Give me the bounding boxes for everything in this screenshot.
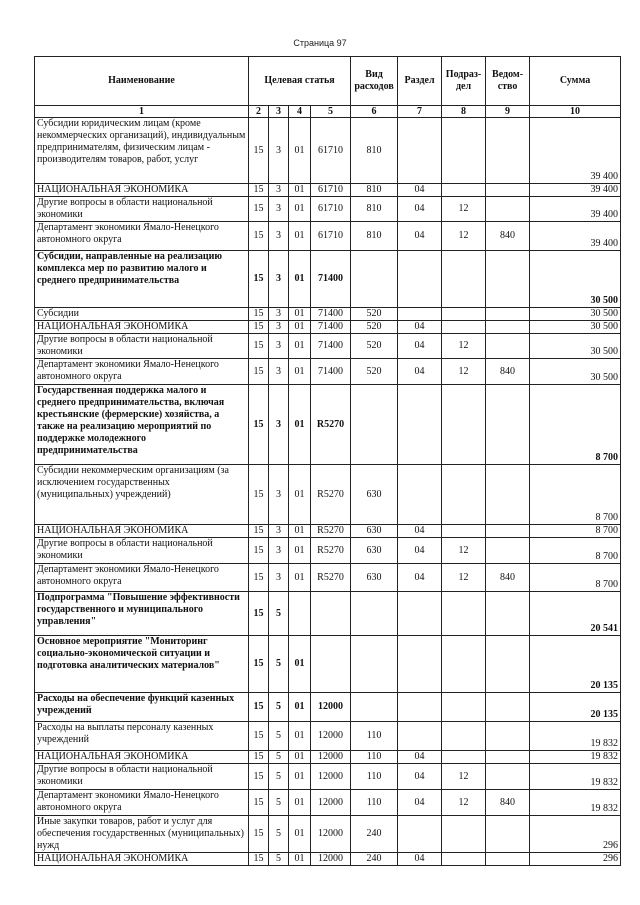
row-program: 15	[249, 751, 269, 764]
row-name: Субсидии	[35, 308, 249, 321]
row-name: Другие вопросы в области национальной экономики	[35, 197, 249, 222]
row-direction: 12000	[311, 764, 351, 790]
row-subsection: 12	[442, 790, 486, 816]
row-name: Государственная поддержка малого и среднего предпринимательства, включая крестьянские (фермерские) хозяйства, а также на реализацию мероприятий по поддержке молодежного предпринимательства	[35, 385, 249, 465]
row-section: 04	[398, 751, 442, 764]
row-subprogram: 5	[269, 764, 289, 790]
row-subsection	[442, 636, 486, 693]
row-section	[398, 722, 442, 751]
row-program: 15	[249, 385, 269, 465]
row-program: 15	[249, 525, 269, 538]
table-row	[35, 385, 621, 465]
row-section	[398, 385, 442, 465]
row-subsection	[442, 693, 486, 722]
row-department	[486, 308, 530, 321]
row-section: 04	[398, 525, 442, 538]
row-program: 15	[249, 465, 269, 525]
row-name: НАЦИОНАЛЬНАЯ ЭКОНОМИКА	[35, 321, 249, 334]
row-expense-type: 810	[351, 118, 398, 184]
row-subsection: 12	[442, 564, 486, 592]
row-sum: 19 832	[530, 751, 621, 764]
row-department	[486, 197, 530, 222]
row-department	[486, 853, 530, 866]
table-row	[35, 359, 621, 385]
row-department	[486, 334, 530, 359]
row-sum: 296	[530, 816, 621, 853]
column-number: 3	[269, 106, 289, 118]
row-sum: 20 135	[530, 693, 621, 722]
row-main-event: 01	[289, 853, 311, 866]
row-expense-type: 110	[351, 722, 398, 751]
row-program: 15	[249, 251, 269, 308]
table-row	[35, 722, 621, 751]
row-subsection	[442, 722, 486, 751]
table-row	[35, 816, 621, 853]
row-subprogram: 3	[269, 359, 289, 385]
row-subprogram: 5	[269, 790, 289, 816]
row-expense-type: 110	[351, 751, 398, 764]
row-sum: 30 500	[530, 334, 621, 359]
row-direction	[311, 592, 351, 636]
row-department	[486, 636, 530, 693]
row-program: 15	[249, 197, 269, 222]
header-sum: Сумма	[530, 57, 621, 106]
row-main-event: 01	[289, 722, 311, 751]
row-subprogram: 3	[269, 251, 289, 308]
row-subsection	[442, 321, 486, 334]
row-name: Расходы на выплаты персоналу казенных учреждений	[35, 722, 249, 751]
row-section	[398, 465, 442, 525]
row-program: 15	[249, 592, 269, 636]
row-main-event: 01	[289, 465, 311, 525]
row-direction: 71400	[311, 321, 351, 334]
table-row	[35, 321, 621, 334]
table-row	[35, 118, 621, 184]
table-row	[35, 525, 621, 538]
row-direction: 61710	[311, 197, 351, 222]
row-program: 15	[249, 359, 269, 385]
row-expense-type	[351, 251, 398, 308]
table-row	[35, 197, 621, 222]
header-row	[35, 57, 621, 106]
row-subprogram: 3	[269, 564, 289, 592]
row-section	[398, 693, 442, 722]
row-sum: 30 500	[530, 359, 621, 385]
row-expense-type: 240	[351, 853, 398, 866]
row-sum: 39 400	[530, 118, 621, 184]
row-section	[398, 636, 442, 693]
row-direction: 71400	[311, 334, 351, 359]
row-sum: 30 500	[530, 251, 621, 308]
row-main-event	[289, 592, 311, 636]
row-department	[486, 764, 530, 790]
row-name: Департамент экономики Ямало-Ненецкого автономного округа	[35, 790, 249, 816]
row-direction: 12000	[311, 816, 351, 853]
row-main-event: 01	[289, 118, 311, 184]
row-name: Субсидии, направленные на реализацию комплекса мер по развитию малого и среднего предпринимательства	[35, 251, 249, 308]
row-main-event: 01	[289, 334, 311, 359]
row-program: 15	[249, 790, 269, 816]
row-name: Другие вопросы в области национальной экономики	[35, 538, 249, 564]
row-subsection	[442, 308, 486, 321]
row-direction: R5270	[311, 564, 351, 592]
row-department	[486, 816, 530, 853]
row-direction: 71400	[311, 308, 351, 321]
row-program: 15	[249, 564, 269, 592]
row-main-event: 01	[289, 184, 311, 197]
column-number-row	[35, 106, 621, 118]
row-expense-type: 630	[351, 564, 398, 592]
row-sum: 30 500	[530, 308, 621, 321]
row-subsection	[442, 525, 486, 538]
row-subprogram: 3	[269, 118, 289, 184]
row-section	[398, 816, 442, 853]
row-subsection	[442, 251, 486, 308]
row-main-event: 01	[289, 816, 311, 853]
row-main-event: 01	[289, 385, 311, 465]
row-sum: 19 832	[530, 764, 621, 790]
row-expense-type: 110	[351, 790, 398, 816]
row-section: 04	[398, 764, 442, 790]
row-expense-type: 520	[351, 308, 398, 321]
row-department: 840	[486, 222, 530, 251]
table-row	[35, 693, 621, 722]
column-number: 7	[398, 106, 442, 118]
row-program: 15	[249, 853, 269, 866]
column-number: 2	[249, 106, 269, 118]
table-row	[35, 222, 621, 251]
row-direction: 12000	[311, 751, 351, 764]
row-expense-type: 520	[351, 334, 398, 359]
row-name: НАЦИОНАЛЬНАЯ ЭКОНОМИКА	[35, 751, 249, 764]
row-department	[486, 751, 530, 764]
row-section	[398, 592, 442, 636]
row-subsection: 12	[442, 764, 486, 790]
row-direction: 12000	[311, 693, 351, 722]
row-department	[486, 251, 530, 308]
row-main-event: 01	[289, 751, 311, 764]
row-sum: 8 700	[530, 564, 621, 592]
header-department: Ведом-ство	[486, 57, 530, 106]
row-program: 15	[249, 222, 269, 251]
row-direction: R5270	[311, 465, 351, 525]
header-expense-type: Вид расходов	[351, 57, 398, 106]
row-subsection	[442, 385, 486, 465]
row-name: Расходы на обеспечение функций казенных учреждений	[35, 693, 249, 722]
header-section: Раздел	[398, 57, 442, 106]
row-name: НАЦИОНАЛЬНАЯ ЭКОНОМИКА	[35, 853, 249, 866]
row-sum: 296	[530, 853, 621, 866]
row-main-event: 01	[289, 525, 311, 538]
row-subsection: 12	[442, 359, 486, 385]
row-subsection	[442, 118, 486, 184]
table-row	[35, 853, 621, 866]
row-name: Подпрограмма "Повышение эффективности государственного и муниципального управления"	[35, 592, 249, 636]
page-number-header: Страница 97	[293, 38, 347, 48]
column-number: 6	[351, 106, 398, 118]
row-section: 04	[398, 334, 442, 359]
row-main-event: 01	[289, 321, 311, 334]
row-sum: 20 541	[530, 592, 621, 636]
row-subprogram: 5	[269, 592, 289, 636]
row-subprogram: 5	[269, 693, 289, 722]
row-direction: 12000	[311, 853, 351, 866]
row-expense-type: 520	[351, 321, 398, 334]
row-program: 15	[249, 308, 269, 321]
row-program: 15	[249, 118, 269, 184]
row-expense-type	[351, 592, 398, 636]
row-section: 04	[398, 359, 442, 385]
row-expense-type: 630	[351, 538, 398, 564]
row-expense-type: 520	[351, 359, 398, 385]
table-row	[35, 334, 621, 359]
row-sum: 8 700	[530, 525, 621, 538]
row-subsection	[442, 816, 486, 853]
row-subsection: 12	[442, 222, 486, 251]
row-name: Другие вопросы в области национальной экономики	[35, 334, 249, 359]
row-expense-type: 240	[351, 816, 398, 853]
row-subprogram: 3	[269, 197, 289, 222]
row-direction: 12000	[311, 790, 351, 816]
row-department	[486, 184, 530, 197]
row-subprogram: 3	[269, 385, 289, 465]
row-main-event: 01	[289, 564, 311, 592]
row-main-event: 01	[289, 308, 311, 321]
row-department	[486, 525, 530, 538]
row-main-event: 01	[289, 538, 311, 564]
table-row	[35, 636, 621, 693]
row-subprogram: 5	[269, 751, 289, 764]
row-department	[486, 722, 530, 751]
row-main-event: 01	[289, 790, 311, 816]
row-subprogram: 3	[269, 465, 289, 525]
row-section: 04	[398, 197, 442, 222]
row-subsection	[442, 592, 486, 636]
table-row	[35, 592, 621, 636]
row-name: Субсидии некоммерческим организациям (за исключением государственных (муниципальных) учреждений)	[35, 465, 249, 525]
row-department	[486, 118, 530, 184]
row-subsection	[442, 751, 486, 764]
row-expense-type	[351, 636, 398, 693]
row-section: 04	[398, 321, 442, 334]
row-department	[486, 321, 530, 334]
row-direction	[311, 636, 351, 693]
row-sum: 39 400	[530, 184, 621, 197]
row-name: Департамент экономики Ямало-Ненецкого автономного округа	[35, 222, 249, 251]
row-subsection	[442, 853, 486, 866]
row-program: 15	[249, 636, 269, 693]
column-number: 8	[442, 106, 486, 118]
row-sum: 30 500	[530, 321, 621, 334]
row-name: НАЦИОНАЛЬНАЯ ЭКОНОМИКА	[35, 525, 249, 538]
row-direction: R5270	[311, 538, 351, 564]
row-section: 04	[398, 564, 442, 592]
row-direction: R5270	[311, 525, 351, 538]
row-expense-type: 630	[351, 525, 398, 538]
row-expense-type: 810	[351, 197, 398, 222]
row-name: Департамент экономики Ямало-Ненецкого автономного округа	[35, 564, 249, 592]
row-program: 15	[249, 321, 269, 334]
row-expense-type: 810	[351, 222, 398, 251]
row-main-event: 01	[289, 636, 311, 693]
row-subprogram: 3	[269, 334, 289, 359]
row-program: 15	[249, 693, 269, 722]
row-main-event: 01	[289, 693, 311, 722]
row-main-event: 01	[289, 764, 311, 790]
row-expense-type	[351, 385, 398, 465]
column-number: 10	[530, 106, 621, 118]
row-department: 840	[486, 359, 530, 385]
row-department	[486, 385, 530, 465]
column-number: 4	[289, 106, 311, 118]
row-section	[398, 308, 442, 321]
row-program: 15	[249, 764, 269, 790]
row-sum: 20 135	[530, 636, 621, 693]
table-row	[35, 184, 621, 197]
row-sum: 8 700	[530, 465, 621, 525]
row-section: 04	[398, 222, 442, 251]
row-subsection	[442, 184, 486, 197]
row-section	[398, 118, 442, 184]
row-department	[486, 465, 530, 525]
column-number: 9	[486, 106, 530, 118]
row-section: 04	[398, 853, 442, 866]
row-name: Другие вопросы в области национальной экономики	[35, 764, 249, 790]
row-subprogram: 3	[269, 538, 289, 564]
row-department	[486, 592, 530, 636]
table-row	[35, 538, 621, 564]
row-section: 04	[398, 184, 442, 197]
row-department: 840	[486, 564, 530, 592]
table-row	[35, 251, 621, 308]
row-subprogram: 5	[269, 636, 289, 693]
row-program: 15	[249, 722, 269, 751]
row-subsection	[442, 465, 486, 525]
column-number: 5	[311, 106, 351, 118]
row-department	[486, 693, 530, 722]
table-row	[35, 308, 621, 321]
row-sum: 19 832	[530, 722, 621, 751]
header-target-article: Целевая статья	[249, 57, 351, 106]
row-sum: 39 400	[530, 197, 621, 222]
row-subprogram: 3	[269, 321, 289, 334]
row-sum: 39 400	[530, 222, 621, 251]
row-direction: 61710	[311, 184, 351, 197]
row-main-event: 01	[289, 197, 311, 222]
row-program: 15	[249, 184, 269, 197]
row-name: НАЦИОНАЛЬНАЯ ЭКОНОМИКА	[35, 184, 249, 197]
row-expense-type	[351, 693, 398, 722]
row-expense-type: 810	[351, 184, 398, 197]
table-row	[35, 465, 621, 525]
row-program: 15	[249, 334, 269, 359]
row-name: Департамент экономики Ямало-Ненецкого автономного округа	[35, 359, 249, 385]
row-section: 04	[398, 538, 442, 564]
row-direction: 61710	[311, 118, 351, 184]
row-expense-type: 630	[351, 465, 398, 525]
row-subsection: 12	[442, 334, 486, 359]
row-direction: 12000	[311, 722, 351, 751]
header-subsection: Подраз-дел	[442, 57, 486, 106]
budget-table	[34, 56, 621, 866]
row-section: 04	[398, 790, 442, 816]
table-row	[35, 751, 621, 764]
header-name: Наименование	[35, 57, 249, 106]
row-subsection: 12	[442, 197, 486, 222]
row-subprogram: 5	[269, 816, 289, 853]
column-number: 1	[35, 106, 249, 118]
table-row	[35, 564, 621, 592]
row-name: Иные закупки товаров, работ и услуг для обеспечения государственных (муниципальных) нужд	[35, 816, 249, 853]
row-subsection: 12	[442, 538, 486, 564]
row-department	[486, 538, 530, 564]
row-department: 840	[486, 790, 530, 816]
row-direction: R5270	[311, 385, 351, 465]
row-main-event: 01	[289, 359, 311, 385]
row-program: 15	[249, 538, 269, 564]
row-subprogram: 3	[269, 525, 289, 538]
row-subprogram: 3	[269, 222, 289, 251]
row-subprogram: 3	[269, 184, 289, 197]
table-row	[35, 790, 621, 816]
row-section	[398, 251, 442, 308]
row-subprogram: 5	[269, 853, 289, 866]
row-program: 15	[249, 816, 269, 853]
row-sum: 8 700	[530, 538, 621, 564]
row-name: Основное мероприятие "Мониторинг социально-экономической ситуации и подготовка аналитических материалов"	[35, 636, 249, 693]
row-sum: 8 700	[530, 385, 621, 465]
row-direction: 71400	[311, 359, 351, 385]
row-direction: 61710	[311, 222, 351, 251]
table-row	[35, 764, 621, 790]
row-main-event: 01	[289, 251, 311, 308]
row-subprogram: 3	[269, 308, 289, 321]
row-subprogram: 5	[269, 722, 289, 751]
row-main-event: 01	[289, 222, 311, 251]
row-expense-type: 110	[351, 764, 398, 790]
row-name: Субсидии юридическим лицам (кроме некоммерческих организаций), индивидуальным предпринимателям, физическим лицам - производителям товаров, работ, услуг	[35, 118, 249, 184]
row-direction: 71400	[311, 251, 351, 308]
row-sum: 19 832	[530, 790, 621, 816]
